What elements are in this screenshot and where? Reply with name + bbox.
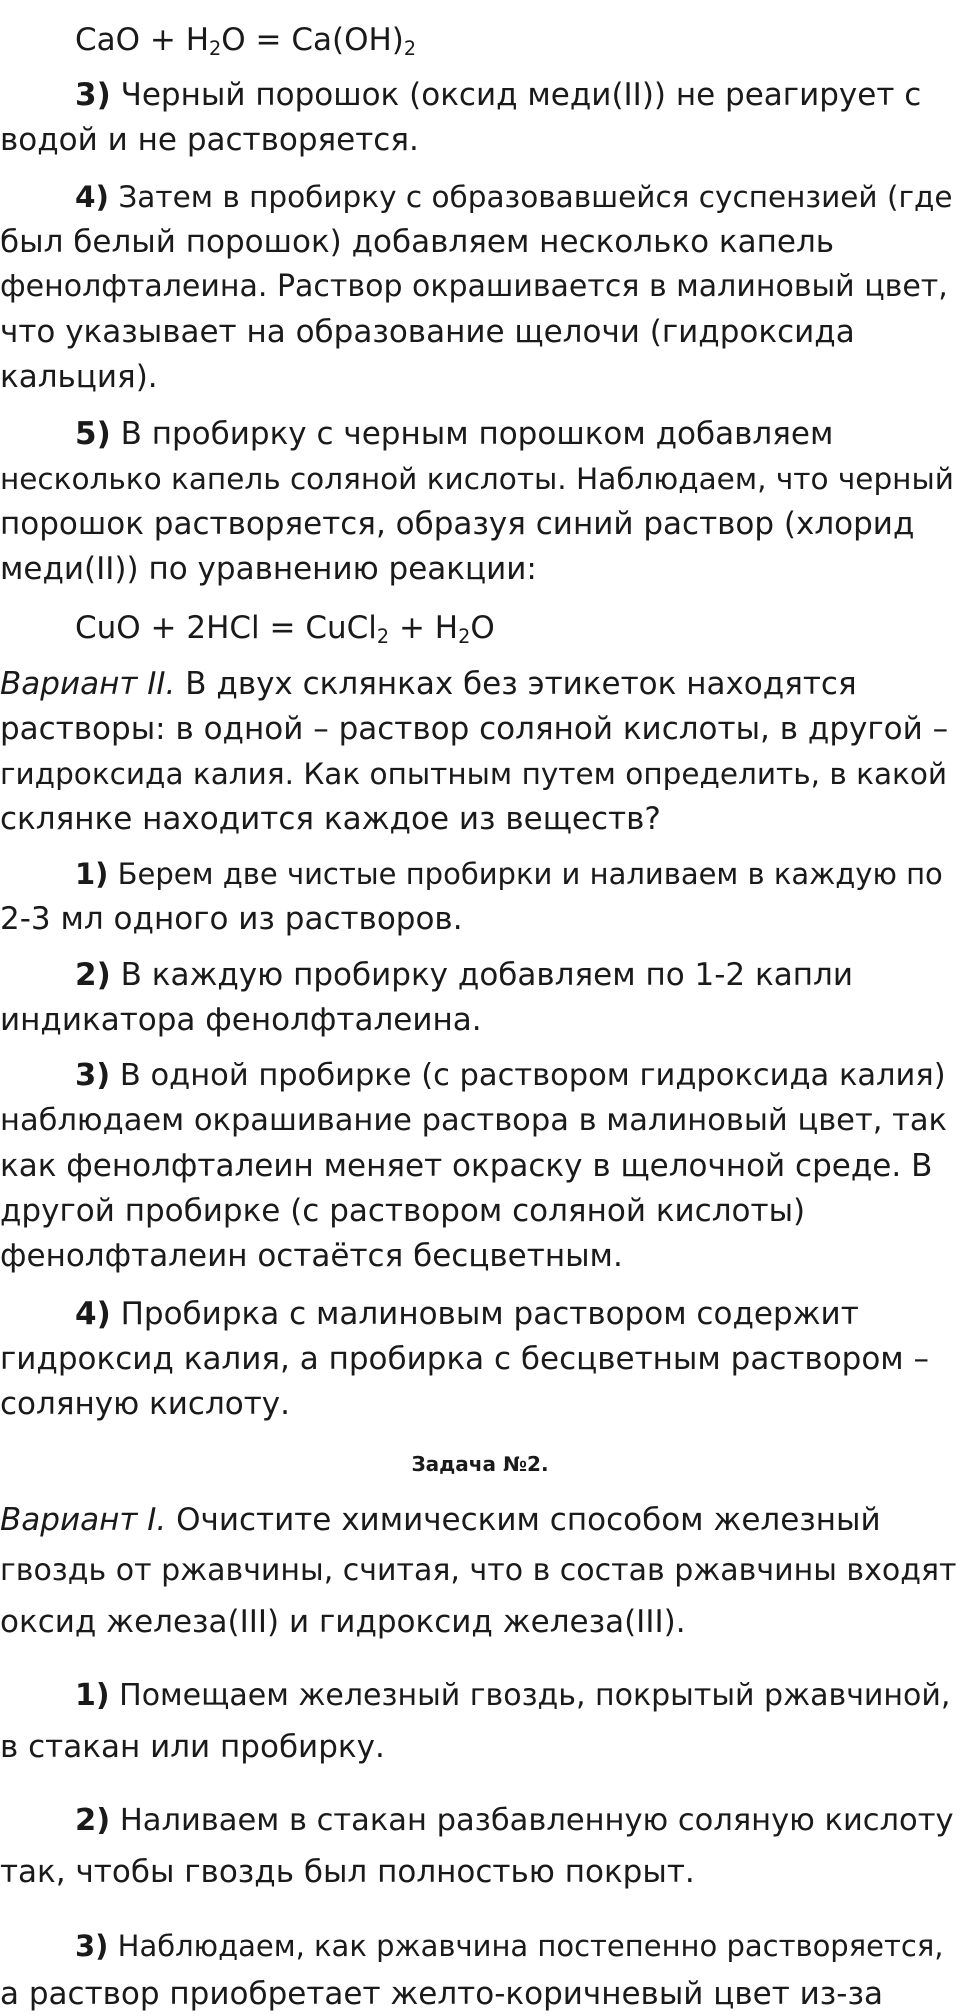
paragraph-4-line-4: что указывает на образование щелочи (гидроксида xyxy=(0,314,855,350)
task-2-heading: Задача №2. xyxy=(411,1452,549,1476)
variant-2-line-1: Вариант II. В двух склянках без этикеток находятся xyxy=(0,666,857,702)
paragraph-4-line-3: фенолфталеина. Раствор окрашивается в малиновый цвет, xyxy=(0,269,948,304)
v2-step-3-line-2: наблюдаем окрашивание раствора в малиновый цвет, так xyxy=(0,1103,947,1138)
v2-step-2-line-1: 2) В каждую пробирку добавляем по 1-2 капли xyxy=(75,957,853,993)
t2-step-3-line-2: а раствор приобретает желто-коричневый цвет из-за xyxy=(0,1976,883,2012)
t2-step-2-line-2: так, чтобы гвоздь был полностью покрыт. xyxy=(0,1854,695,1890)
t2-step-3-line-1: 3) Наблюдаем, как ржавчина постепенно растворяется, xyxy=(75,1929,944,1963)
t2-step-1-line-2: в стакан или пробирку. xyxy=(0,1729,385,1765)
paragraph-3-line-2: водой и не растворяется. xyxy=(0,122,419,158)
task-2-variant-1-line-1: Вариант I. Очистите химическим способом железный xyxy=(0,1502,881,1538)
paragraph-5-line-3: порошок растворяется, образуя синий раствор (хлорид xyxy=(0,506,915,542)
v2-step-2-line-2: индикатора фенолфталеина. xyxy=(0,1002,482,1038)
v2-step-4-line-2: гидроксид калия, а пробирка с бесцветным раствором – xyxy=(0,1341,930,1377)
variant-2-line-4: склянке находится каждое из веществ? xyxy=(0,801,661,837)
equation-cao-water: CaO + $H_2O = Ca(OH)_2$ xyxy=(75,22,417,60)
v2-step-4-line-1: 4) Пробирка с малиновым раствором содержит xyxy=(75,1296,859,1332)
paragraph-5-line-2: несколько капель соляной кислоты. Наблюдаем, что черный xyxy=(0,462,954,496)
v2-step-3-line-3: как фенолфталеин меняет окраску в щелочной среде. В xyxy=(0,1148,933,1184)
task-2-variant-1-line-2: гвоздь от ржавчины, считая, что в состав ржавчины входят xyxy=(0,1553,957,1588)
task-2-variant-1-line-3: оксид железа(III) и гидроксид железа(III). xyxy=(0,1604,686,1640)
variant-2-line-3: гидроксида калия. Как опытным путем определить, в какой xyxy=(0,757,948,791)
t2-step-2-line-1: 2) Наливаем в стакан разбавленную соляную кислоту xyxy=(75,1803,954,1838)
paragraph-4-line-5: кальция). xyxy=(0,359,158,395)
v2-step-3-line-1: 3) В одной пробирке (с раствором гидроксида калия) xyxy=(75,1058,946,1093)
v2-step-3-line-4: другой пробирке (с раствором соляной кислоты) xyxy=(0,1193,806,1229)
v2-step-1-line-2: 2-3 мл одного из растворов. xyxy=(0,901,463,937)
v2-step-4-line-3: соляную кислоту. xyxy=(0,1386,290,1422)
v2-step-3-line-5: фенолфталеин остаётся бесцветным. xyxy=(0,1238,623,1274)
paragraph-3-line-1: 3) Черный порошок (оксид меди(II)) не реагирует с xyxy=(75,77,922,113)
variant-2-line-2: растворы: в одной – раствор соляной кислоты, в другой – xyxy=(0,711,949,747)
paragraph-4-line-1: 4) Затем в пробирку с образовавшейся суспензией (где xyxy=(75,180,953,214)
v2-step-1-line-1: 1) Берем две чистые пробирки и наливаем в каждую по xyxy=(75,857,943,891)
equation-cuo-hcl: CuO + 2HCl = CuCl$_2$ + $H_2O$ xyxy=(75,610,495,648)
paragraph-4-line-2: был белый порошок) добавляем несколько капель xyxy=(0,224,835,260)
paragraph-5-line-4: меди(II)) по уравнению реакции: xyxy=(0,551,537,587)
t2-step-1-line-1: 1) Помещаем железный гвоздь, покрытый ржавчиной, xyxy=(75,1678,951,1713)
paragraph-5-line-1: 5) В пробирку с черным порошком добавляем xyxy=(75,416,834,452)
